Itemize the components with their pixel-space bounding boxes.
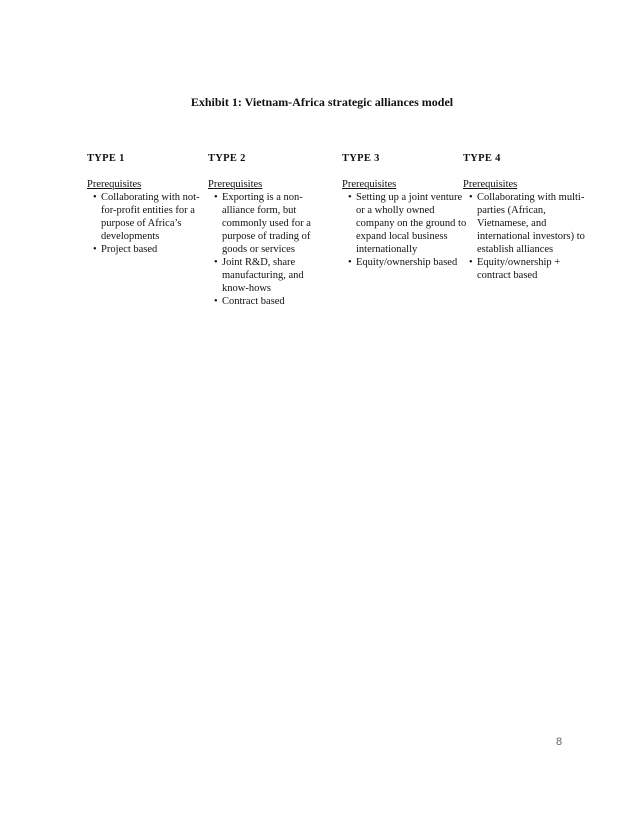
list-item-text: Project based — [101, 244, 158, 255]
list-item — [208, 191, 333, 256]
type-heading: TYPE 4 — [463, 153, 501, 164]
type-heading: TYPE 2 — [208, 153, 246, 164]
list-item — [342, 191, 467, 256]
list-item-text: Collaborating with multi-parties (African, Vietnamese, and international investors) to establish alliances — [477, 192, 585, 255]
prerequisites-label: Prerequisites — [208, 179, 263, 190]
type-column-2 — [208, 152, 333, 308]
list-item-text: Equity/ownership based — [356, 257, 458, 268]
page-number: 8 — [556, 736, 563, 748]
list-item-text: Joint R&D, share manufacturing, and know-hows — [222, 257, 304, 294]
exhibit-title — [0, 95, 638, 110]
prerequisites-list — [342, 191, 467, 269]
prerequisites-list — [87, 191, 212, 256]
list-item-text: Setting up a joint venture or a wholly owned company on the ground to expand local business internationally — [356, 192, 467, 255]
bullet-icon: • — [469, 257, 473, 268]
list-item-text: Collaborating with not-for-profit entities for a purpose of Africa’s developments — [101, 192, 200, 242]
prerequisites-label: Prerequisites — [463, 179, 518, 190]
type-heading: TYPE 3 — [342, 153, 380, 164]
list-item-text: Contract based — [222, 296, 285, 307]
list-item — [463, 256, 588, 282]
prerequisites-list — [208, 191, 333, 308]
bullet-icon: • — [348, 192, 352, 203]
bullet-icon: • — [348, 257, 352, 268]
bullet-icon: • — [93, 192, 97, 203]
list-item-text: Equity/ownership + contract based — [477, 257, 561, 281]
list-item — [87, 191, 212, 243]
bullet-icon: • — [214, 257, 218, 268]
list-item — [342, 256, 467, 269]
list-item — [87, 243, 212, 256]
prerequisites-label: Prerequisites — [342, 179, 397, 190]
bullet-icon: • — [214, 296, 218, 307]
type-heading: TYPE 1 — [87, 153, 125, 164]
prerequisites-list — [463, 191, 588, 282]
exhibit-title-text: Exhibit 1: Vietnam-Africa strategic alliances model — [190, 95, 454, 109]
type-column-1 — [87, 152, 212, 256]
list-item-text: Exporting is a non-alliance form, but commonly used for a purpose of trading of goods or services — [222, 192, 311, 255]
bullet-icon: • — [214, 192, 218, 203]
list-item — [208, 295, 333, 308]
prerequisites-label: Prerequisites — [87, 179, 142, 190]
type-column-3 — [342, 152, 467, 269]
bullet-icon: • — [93, 244, 97, 255]
type-column-4 — [463, 152, 588, 282]
list-item — [208, 256, 333, 295]
list-item — [463, 191, 588, 256]
bullet-icon: • — [469, 192, 473, 203]
